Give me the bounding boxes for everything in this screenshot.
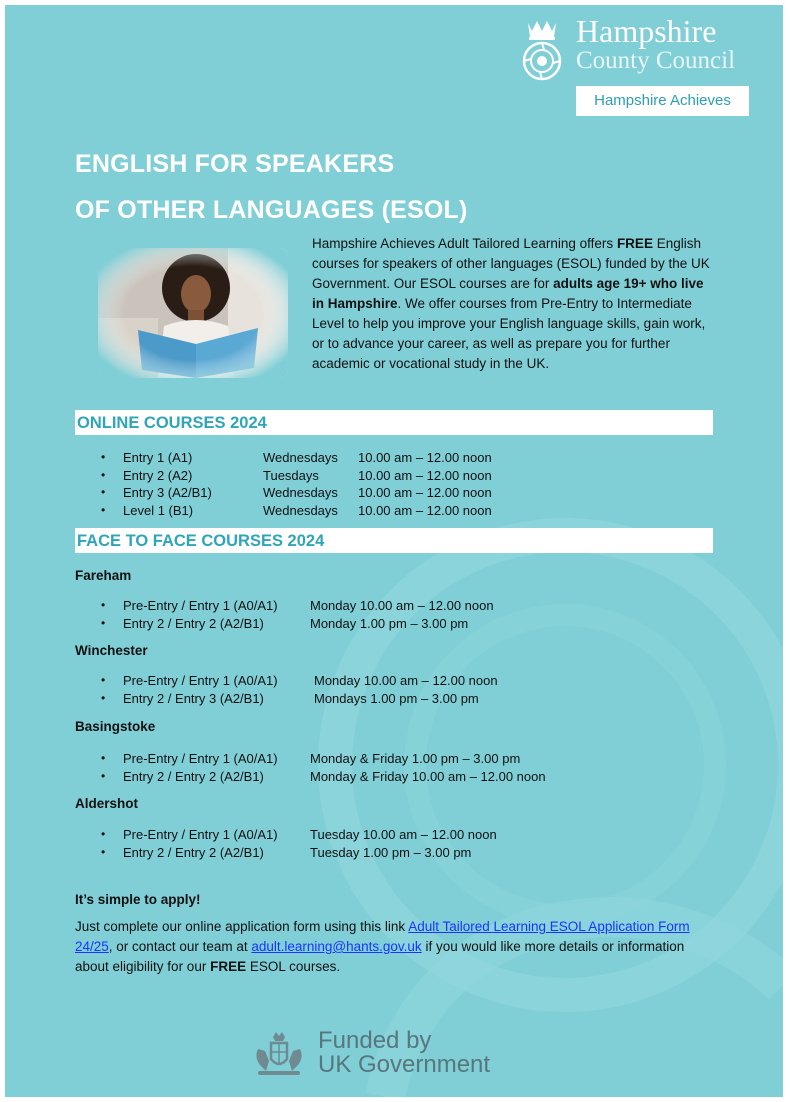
apply-paragraph — [75, 917, 715, 977]
course-level: Entry 2 / Entry 2 (A2/B1) — [123, 768, 264, 784]
course-time: Monday 1.00 pm – 3.00 pm — [310, 615, 469, 631]
course-level: Pre-Entry / Entry 1 (A0/A1) — [123, 827, 278, 842]
apply-text-2: , or contact our team at — [108, 939, 252, 954]
location-aldershot: Aldershot — [75, 796, 139, 811]
location-winchester: Winchester — [75, 643, 148, 658]
uk-government-line: UK Government — [318, 1051, 491, 1078]
course-level: Entry 2 / Entry 3 (A2/B1) — [123, 690, 264, 706]
intro-text-2: English courses for speakers of other languages (ESOL) funded by the UK Government. Our ESOL courses are for — [312, 236, 710, 291]
course-level: Entry 1 (A1) — [123, 450, 193, 465]
intro-free: FREE — [616, 236, 653, 251]
apply-text-3: if you would like more details or information about eligibility for our — [75, 939, 685, 974]
course-time: Monday 10.00 am – 12.00 noon — [310, 598, 494, 613]
hampshire-achieves-badge: Hampshire Achieves — [576, 86, 749, 116]
org-name-line1: Hampshire — [576, 13, 717, 49]
course-level: Entry 2 (A2) — [123, 467, 193, 483]
course-time: 10.00 am – 12.00 noon — [358, 467, 492, 483]
apply-text-4: ESOL courses. — [246, 959, 341, 974]
funded-by-uk-government-logo — [252, 1029, 512, 1085]
course-time: 10.00 am – 12.00 noon — [358, 502, 492, 518]
apply-text-1: Just complete our online application form using this link — [75, 919, 409, 934]
course-time: Tuesday 10.00 am – 12.00 noon — [310, 827, 497, 842]
course-time: Monday 10.00 am – 12.00 noon — [314, 673, 498, 688]
course-day: Wednesdays — [263, 450, 338, 465]
course-time: 10.00 am – 12.00 noon — [358, 485, 492, 500]
course-level: Entry 2 / Entry 2 (A2/B1) — [123, 615, 264, 631]
intro-text-3: . We offer courses from Pre-Entry to Intermediate Level to help you improve your English language skills, gain work, or to advance your career, as well as prepare you for further academic or vocational study in the UK. — [312, 296, 706, 371]
page-title — [75, 141, 468, 233]
application-form-link[interactable]: Adult Tailored Learning ESOL Application Form 24/25 — [75, 919, 690, 954]
title-line1: ENGLISH FOR SPEAKERS — [75, 150, 395, 178]
course-time: Mondays 1.00 pm – 3.00 pm — [314, 690, 479, 706]
location-fareham: Fareham — [75, 568, 132, 583]
crown-rose-crest-icon — [520, 19, 564, 81]
royal-coat-of-arms-icon — [252, 1031, 306, 1079]
apply-free: FREE — [210, 959, 247, 974]
course-time: Tuesday 1.00 pm – 3.00 pm — [310, 844, 472, 860]
course-day: Tuesdays — [263, 467, 319, 483]
online-courses-heading: ONLINE COURSES 2024 — [75, 410, 713, 435]
location-basingstoke: Basingstoke — [75, 719, 156, 734]
course-level: Pre-Entry / Entry 1 (A0/A1) — [123, 751, 278, 766]
hampshire-county-council-logo — [520, 15, 760, 85]
funded-by-line: Funded by — [318, 1027, 432, 1054]
intro-paragraph — [312, 234, 712, 374]
contact-email-link[interactable]: adult.learning@hants.gov.uk — [251, 939, 422, 954]
course-day: Wednesdays — [263, 502, 338, 518]
course-level: Entry 3 (A2/B1) — [123, 485, 212, 500]
student-reading-photo — [98, 248, 288, 378]
course-time: 10.00 am – 12.00 noon — [358, 450, 492, 465]
course-level: Entry 2 / Entry 2 (A2/B1) — [123, 844, 264, 860]
apply-heading: It’s simple to apply! — [75, 892, 201, 907]
course-day: Wednesdays — [263, 485, 338, 500]
intro-eligibility: adults age 19+ who live in Hampshire — [312, 276, 704, 311]
course-time: Monday & Friday 1.00 pm – 3.00 pm — [310, 751, 521, 766]
title-line2: OF OTHER LANGUAGES (ESOL) — [75, 196, 468, 224]
course-level: Pre-Entry / Entry 1 (A0/A1) — [123, 673, 278, 688]
intro-text-1: Hampshire Achieves Adult Tailored Learning offers — [312, 236, 617, 251]
org-name-line2: County Council — [576, 47, 736, 74]
face-to-face-courses-heading: FACE TO FACE COURSES 2024 — [75, 528, 713, 553]
course-time: Monday & Friday 10.00 am – 12.00 noon — [310, 768, 546, 784]
course-level: Pre-Entry / Entry 1 (A0/A1) — [123, 598, 278, 613]
course-level: Level 1 (B1) — [123, 502, 194, 518]
flyer-page — [5, 5, 783, 1097]
